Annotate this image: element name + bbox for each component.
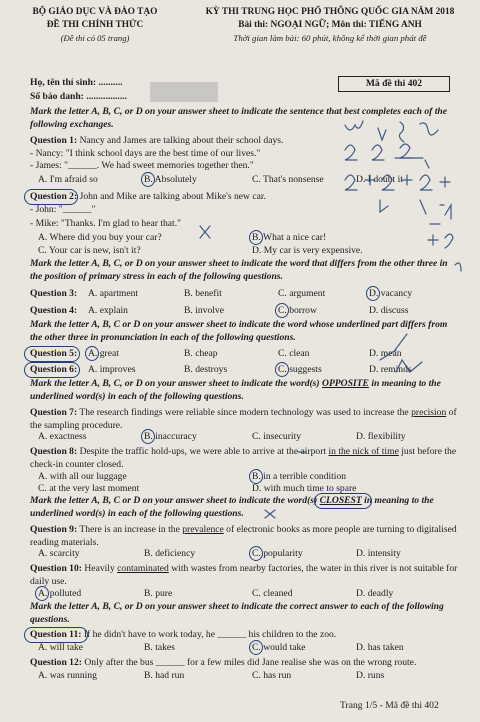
student-name-label: Họ, tên thí sinh: .......... <box>30 77 123 88</box>
q9-option-a[interactable]: A. scarcity <box>38 548 80 559</box>
q12-option-d[interactable]: D. runs <box>356 670 385 681</box>
section-3-instruction: Mark the letter A, B, C or D on your answer sheet to indicate the word whose underlined part differs from the other three in pronunciation in each of the following questions. <box>30 319 448 343</box>
pen-circle-q7-b <box>141 429 155 444</box>
question-11 <box>30 629 462 642</box>
q4-option-b[interactable]: B. involve <box>184 305 224 316</box>
question-8 <box>30 446 462 471</box>
question-8-label: Question 8: <box>30 446 78 457</box>
question-2-line-1: - John: "______" <box>30 204 96 215</box>
pen-circle-q10-a <box>35 586 49 601</box>
q12-option-b[interactable]: B. had run <box>144 670 185 681</box>
q12-option-c[interactable]: C. has run <box>252 670 292 681</box>
q10-option-d[interactable]: D. deadly <box>356 588 394 599</box>
question-12-label: Question 12: <box>30 657 82 668</box>
q6-option-b[interactable]: B. destroys <box>184 364 228 375</box>
q1-option-d[interactable]: D. I doubt it <box>356 174 403 185</box>
question-6-label: Question 6: <box>30 364 78 375</box>
question-11-label: Question 11: <box>30 629 82 640</box>
q9-option-c[interactable]: C. popularity <box>252 548 303 559</box>
section-5-instruction <box>30 495 460 520</box>
redacted-name <box>150 82 218 102</box>
question-1-stem: Nancy and James are talking about their school days. <box>77 135 284 146</box>
subject-line: Bài thi: NGOẠI NGỮ; Môn thi: TIẾNG ANH <box>238 20 422 30</box>
official-label: ĐỀ THI CHÍNH THỨC <box>46 20 144 30</box>
q1-option-b[interactable]: B. Absolutely <box>144 174 197 185</box>
question-9-text-1: There is an increase in the <box>77 524 183 535</box>
question-2-stem: John and Mike are talking about Mike's new car. <box>77 191 266 202</box>
q11-option-a[interactable]: A. will take <box>38 642 84 653</box>
question-8-text-2: just before the check-in counter closed. <box>30 446 457 470</box>
q10-option-c[interactable]: C. cleaned <box>252 588 293 599</box>
question-12 <box>30 657 462 670</box>
q7-option-d[interactable]: D. flexibility <box>356 431 406 442</box>
question-7-text-1: The research findings were reliable since modern technology was used to increase the <box>77 407 412 418</box>
q11-option-b[interactable]: B. takes <box>144 642 175 653</box>
ministry-name: BỘ GIÁO DỤC VÀ ĐÀO TẠO <box>32 7 158 17</box>
q2-option-a[interactable]: A. Where did you buy your car? <box>38 232 162 243</box>
pen-circle-q1-b <box>141 172 155 187</box>
q9-option-d[interactable]: D. intensity <box>356 548 401 559</box>
section-5-text-c: in meaning to the underlined word(s) in each of the following questions. <box>30 495 434 519</box>
q1-option-c[interactable]: C. That's nonsense <box>252 174 324 185</box>
student-id-label: Số báo danh: ................. <box>30 91 128 102</box>
q9-option-b[interactable]: B. deficiency <box>144 548 196 559</box>
question-1-line-1: - Nancy: "I think school days are the best time of our lives." <box>30 148 261 159</box>
question-12-text: Only after the bus ______ for a few miles did Jane realise she was on the wrong route. <box>81 657 417 668</box>
question-7-label: Question 7: <box>30 407 78 418</box>
section-2-instruction: Mark the letter A, B, C, or D on your answer sheet to indicate the word that differs from the other three in the position of primary stress in each of the following questions. <box>30 258 448 282</box>
exam-code-box: Mã đề thi 402 <box>338 76 450 92</box>
pages-note: (Đề thi có 05 trang) <box>60 33 130 43</box>
q7-option-b[interactable]: B. inaccuracy <box>144 431 197 442</box>
pen-circle-q11-c <box>249 640 263 655</box>
q8-option-c[interactable]: C. at the very last moment <box>38 483 140 494</box>
pen-circle-question-2 <box>24 189 78 205</box>
q6-option-d[interactable]: D. reminds <box>369 364 412 375</box>
section-4-text-a: Mark the letter A, B, C, or D on your answer sheet to indicate the word(s) <box>30 378 323 389</box>
q10-option-b[interactable]: B. pure <box>144 588 173 599</box>
question-7-underlined: precision <box>411 407 447 418</box>
pen-circle-question-11 <box>24 627 88 643</box>
header-right <box>185 6 475 45</box>
question-1-line-2: - James: "______. We had sweet memories together then." <box>30 160 254 171</box>
q1-option-a[interactable]: A. I'm afraid so <box>38 174 98 185</box>
q5-option-c[interactable]: C. clean <box>278 348 310 359</box>
q11-option-d[interactable]: D. has taken <box>356 642 404 653</box>
question-8-text-1: Despite the traffic hold-ups, we were able to arrive at the airport <box>77 446 329 457</box>
pen-circle-q8-b <box>249 469 263 484</box>
section-4-instruction <box>30 378 460 403</box>
q10-option-a[interactable]: A. polluted <box>38 588 82 599</box>
question-5-label: Question 5: <box>30 348 78 359</box>
q4-option-c[interactable]: C. borrow <box>278 305 317 316</box>
q3-option-c[interactable]: C. argument <box>278 288 326 299</box>
pen-circle-question-5 <box>24 346 80 362</box>
section-1-instruction: Mark the letter A, B, C, or D on your answer sheet to indicate the sentence that best completes each of the following exchanges. <box>30 106 447 130</box>
q6-option-a[interactable]: A. improves <box>88 364 136 375</box>
section-6-instruction: Mark the letter A, B, C, or D on your answer sheet to indicate the correct answer to each of the following questions. <box>30 601 444 625</box>
time-line: Thời gian làm bài: 60 phút, không kể thời gian phát đề <box>233 33 427 43</box>
pen-circle-q9-c <box>249 546 263 561</box>
pen-circle-closest <box>314 493 372 509</box>
question-4-label: Question 4: <box>30 305 78 316</box>
question-11-text: If he didn't have to work today, he ______ his children to the zoo. <box>81 629 337 640</box>
question-10-text-1: Heavily <box>81 563 118 574</box>
question-10-underlined: contaminated <box>117 563 169 574</box>
q5-option-b[interactable]: B. cheap <box>184 348 218 359</box>
question-7 <box>30 407 462 432</box>
pen-circle-q2-b <box>249 230 263 245</box>
q5-option-a[interactable]: A. great <box>88 348 119 359</box>
question-10-text-2: with wastes from nearby factories, the water in this river is not suitable for daily use. <box>30 563 458 587</box>
question-3-label: Question 3: <box>30 288 78 299</box>
q2-option-c[interactable]: C. Your car is new, isn't it? <box>38 245 141 256</box>
section-4-text-c: in meaning to the underlined word(s) in each of the following questions. <box>30 378 441 402</box>
page-footer: Trang 1/5 - Mã đề thi 402 <box>340 700 439 711</box>
q8-option-a[interactable]: A. with all our luggage <box>38 471 127 482</box>
q3-option-d[interactable]: D. vacancy <box>369 288 413 299</box>
exam-title: KỲ THI TRUNG HỌC PHỔ THÔNG QUỐC GIA NĂM 2018 <box>205 7 455 17</box>
question-10 <box>30 563 462 588</box>
question-9-underlined: prevalence <box>182 524 224 535</box>
q3-option-a[interactable]: A. apartment <box>88 288 139 299</box>
q3-option-b[interactable]: B. benefit <box>184 288 222 299</box>
q6-option-c[interactable]: C. suggests <box>278 364 322 375</box>
pen-circle-question-6 <box>24 362 80 378</box>
question-9-label: Question 9: <box>30 524 78 535</box>
question-9-text-2: of electronic books as more people are turning to digitalised reading materials. <box>30 524 457 548</box>
pen-circle-q3-d <box>366 286 380 301</box>
section-5-text-a: Mark the letter A, B, C or D on your answer sheet to indicate the word(s) <box>30 495 320 506</box>
q4-option-d[interactable]: D. discuss <box>369 305 409 316</box>
question-1-label: Question 1: <box>30 135 78 146</box>
question-9 <box>30 524 462 549</box>
pen-circle-q5-a <box>85 346 99 361</box>
q5-option-d[interactable]: D. mean <box>369 348 402 359</box>
q7-option-a[interactable]: A. exactness <box>38 431 87 442</box>
q8-option-d[interactable]: D. with much time to spare <box>252 483 357 494</box>
question-8-underlined: in the nick of time <box>328 446 399 457</box>
section-4-keyword: OPPOSITE <box>322 378 369 389</box>
q2-option-b[interactable]: B. What a nice car! <box>252 232 327 243</box>
question-7-text-2: of the sampling procedure. <box>30 407 457 431</box>
header-left <box>20 6 170 45</box>
pen-circle-q4-c <box>275 303 289 318</box>
pen-circle-q6-c <box>275 362 289 377</box>
section-5-keyword: CLOSEST <box>319 495 362 506</box>
question-2-line-2: - Mike: "Thanks. I'm glad to hear that." <box>30 218 182 229</box>
q12-option-a[interactable]: A. was running <box>38 670 97 681</box>
q2-option-d[interactable]: D. My car is very expensive. <box>252 245 363 256</box>
q11-option-c[interactable]: C. would take <box>252 642 306 653</box>
q7-option-c[interactable]: C. insecurity <box>252 431 302 442</box>
q8-option-b[interactable]: B. in a terrible condition <box>252 471 347 482</box>
q4-option-a[interactable]: A. explain <box>88 305 128 316</box>
question-2-label: Question 2: <box>30 191 78 202</box>
question-10-label: Question 10: <box>30 563 82 574</box>
question-1 <box>30 135 283 147</box>
